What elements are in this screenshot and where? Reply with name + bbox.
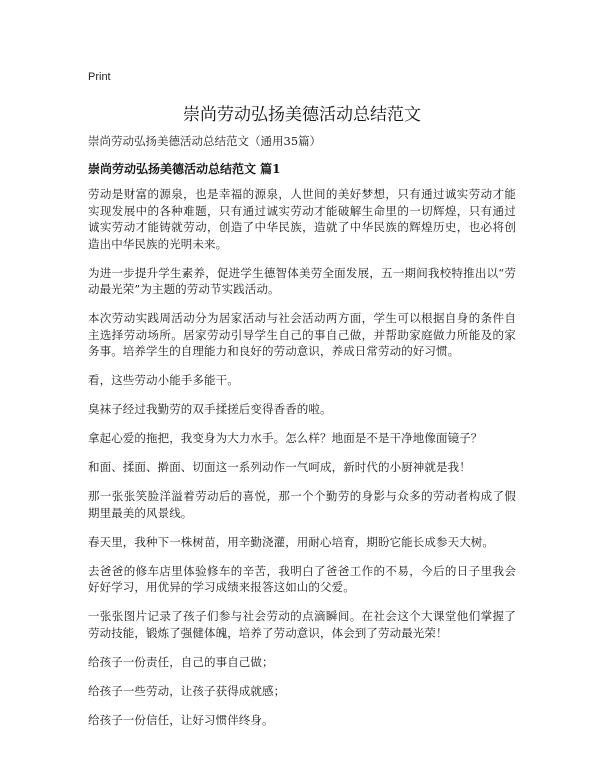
paragraph: 给孩子一份责任，自己的事自己做； xyxy=(88,654,274,669)
document-subtitle: 崇尚劳动弘扬美德活动总结范文（通用35篇） xyxy=(88,134,322,148)
paragraph: 春天里，我种下一株树苗，用辛勤浇灌，用耐心培育，期盼它能长成参天大树。 xyxy=(88,534,494,549)
section-heading: 崇尚劳动弘扬美德活动总结范文 篇1 xyxy=(88,162,281,176)
paragraph: 拿起心爱的拖把，我变身为大力水手。怎么样？地面是不是干净地像面镜子？ xyxy=(88,431,483,445)
print-link[interactable]: Print xyxy=(88,71,111,83)
paragraph: 为进一步提升学生素养，促进学生德智体美劳全面发展，五一期间我校特推出以“劳动最光荣”为主题的劳动节实践活动。 xyxy=(88,265,516,296)
paragraph: 臭袜子经过我勤劳的双手揉搓后变得香香的啦。 xyxy=(88,402,332,416)
paragraph: 和面、揉面、擀面、切面这一系列动作一气呵成，新时代的小厨神就是我！ xyxy=(88,460,471,474)
paragraph: 去爸爸的修车店里体验修车的辛苦，我明白了爸爸工作的不易，今后的日子里我会好好学习，用优异的学习成绩来报答这如山的父爱。 xyxy=(88,563,516,594)
paragraph: 本次劳动实践周活动分为居家活动与社会活动两方面，学生可以根据自身的条件自主选择劳动场所。居家劳动引导学生自己的事自己做，并帮助家庭做力所能及的家务事。培养学生的自理能力和良好的劳动意识，养成日常劳动的好习惯。 xyxy=(88,311,516,358)
paragraph: 劳动是财富的源泉，也是幸福的源泉，人世间的美好梦想，只有通过诚实劳动才能实现发展中的各种难题，只有通过诚实劳动才能破解生命里的一切辉煌，只有通过诚实劳动才能铸就劳动，创造了中华民族，造就了中华民族的辉煌历史，也必将创造出中华民族的光明未来。 xyxy=(88,187,516,251)
page-title: 崇尚劳动弘扬美德活动总结范文 xyxy=(183,105,421,125)
paragraph: 看，这些劳动小能手多能干。 xyxy=(88,373,239,387)
article-body xyxy=(88,186,516,741)
paragraph: 给孩子一份信任，让好习惯伴终身。 xyxy=(88,712,274,727)
paragraph: 一张张图片记录了孩子们参与社会劳动的点滴瞬间。在社会这个大课堂他们掌握了劳动技能，锻炼了强健体魄，培养了劳动意识，体会到了劳动最光荣！ xyxy=(88,609,516,640)
paragraph: 给孩子一些劳动，让孩子获得成就感； xyxy=(88,683,286,698)
paragraph: 那一张张笑脸洋溢着劳动后的喜悦，那一个个勤劳的身影与众多的劳动者构成了假期里最美的风景线。 xyxy=(88,489,516,520)
